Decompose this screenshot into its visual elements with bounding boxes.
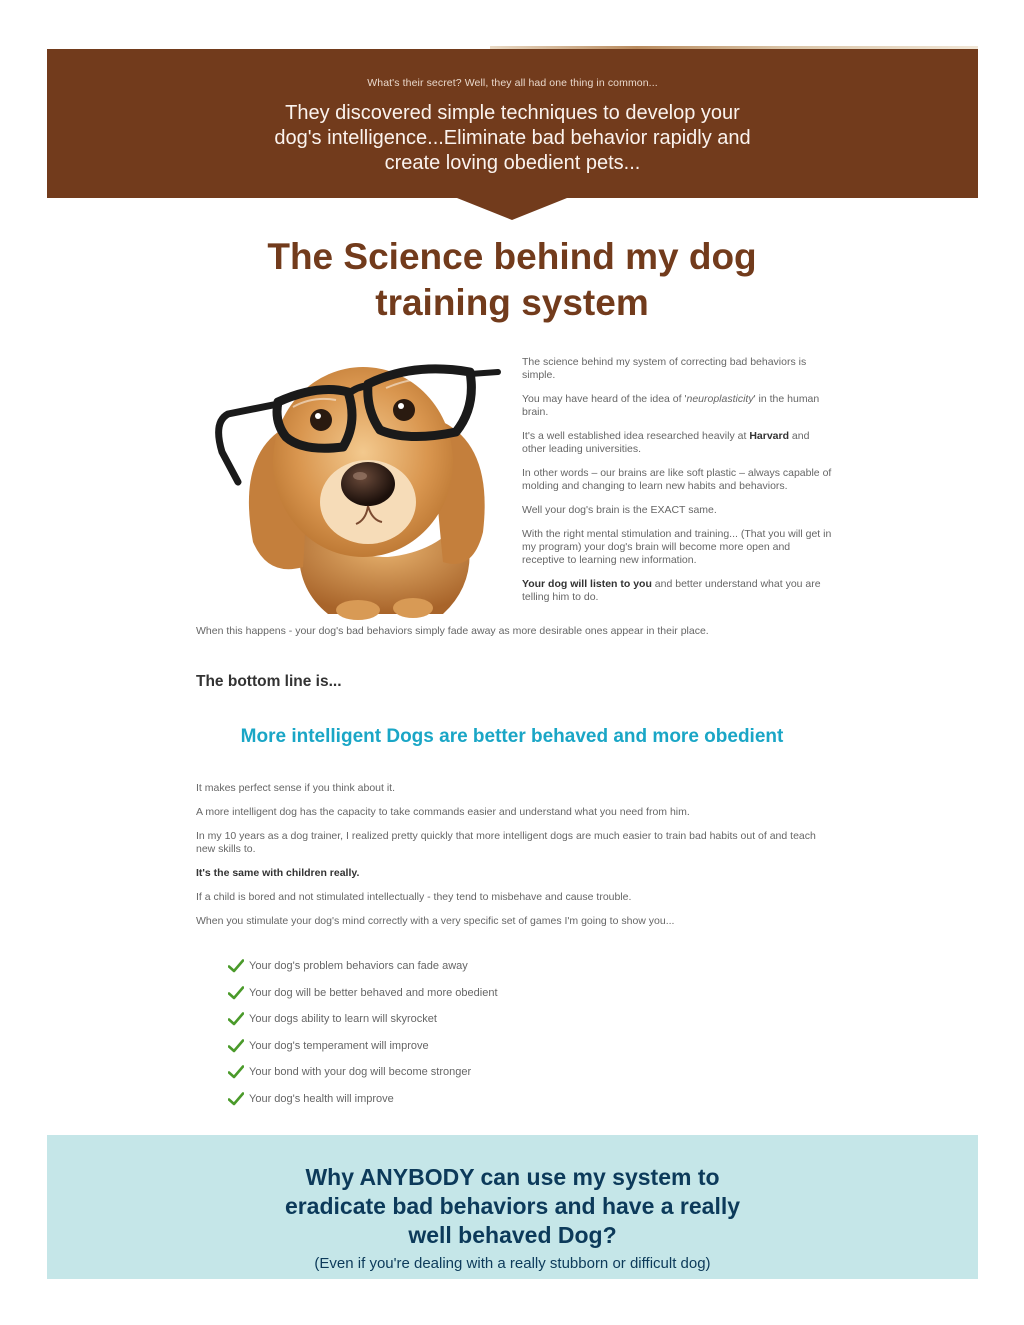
list-item-text: Your dog will be better behaved and more obedient: [249, 986, 498, 999]
list-item: [228, 958, 728, 985]
paragraph: [522, 393, 832, 419]
list-item: [228, 1091, 728, 1118]
paragraph: [522, 430, 832, 456]
paragraph: [196, 867, 836, 880]
banner-headline: [47, 101, 978, 176]
body-text: [196, 782, 836, 939]
paragraph: [522, 578, 832, 604]
banner-small-text: What's their secret? Well, they all had one thing in common...: [367, 77, 658, 89]
check-icon: [228, 986, 244, 1000]
paragraph-fade-away: When this happens - your dog's bad behaviors simply fade away as more desirable ones appear in their place.: [196, 625, 709, 637]
panel-subtitle: (Even if you're dealing with a really stubborn or difficult dog): [314, 1255, 711, 1272]
panel-heading-line: eradicate bad behaviors and have a really: [284, 1193, 741, 1219]
panel-heading-line: Why ANYBODY can use my system to: [305, 1164, 720, 1190]
page-title: [150, 234, 874, 326]
page-title-line: The Science behind my dog: [267, 236, 757, 277]
panel-heading-line: well behaved Dog?: [408, 1222, 617, 1248]
emphasis-neuroplasticity: neuroplasticity: [686, 393, 754, 405]
text: It's a well established idea researched heavily at: [522, 430, 750, 442]
paragraph: A more intelligent dog has the capacity to take commands easier and understand what you need from him.: [196, 806, 690, 818]
text: and other leading universities.: [522, 430, 810, 455]
banner-headline-line: They discovered simple techniques to develop your: [285, 102, 740, 124]
paragraph: Well your dog's brain is the EXACT same.: [522, 504, 717, 516]
list-item: [228, 1011, 728, 1038]
paragraph: It makes perfect sense if you think about it.: [196, 782, 396, 794]
text: ' in the human brain.: [522, 393, 820, 418]
check-icon: [228, 1092, 244, 1106]
banner-headline-line: dog's intelligence...Eliminate bad behavior rapidly and: [274, 127, 751, 149]
science-explanation: [522, 356, 832, 615]
top-banner: [47, 49, 978, 198]
list-item-text: Your dog's problem behaviors can fade away: [249, 960, 468, 972]
list-item: [228, 985, 728, 1012]
page-title-line: training system: [375, 282, 649, 323]
paragraph: The science behind my system of correcting bad behaviors is simple.: [522, 356, 807, 381]
text: You may have heard of the idea of ': [522, 393, 687, 405]
paragraph: If a child is bored and not stimulated intellectually - they tend to misbehave and cause trouble.: [196, 891, 632, 903]
panel-heading: [47, 1163, 978, 1250]
banner-arrow: [457, 198, 567, 220]
paragraph: In other words – our brains are like soft plastic – always capable of molding and changing to learn new habits and behaviors.: [522, 467, 832, 492]
check-icon: [228, 1065, 244, 1079]
list-item-text: Your bond with your dog will become stronger: [249, 1066, 472, 1078]
banner-headline-line: create loving obedient pets...: [384, 152, 641, 174]
bottom-line-heading: The bottom line is...: [196, 673, 342, 690]
list-item-text: Your dogs ability to learn will skyrocket: [249, 1013, 437, 1025]
list-item: [228, 1038, 728, 1065]
check-icon: [228, 1012, 244, 1026]
list-item: [228, 1064, 728, 1091]
dog-with-glasses-image: [208, 352, 508, 622]
text: and better understand what you are telling him to do.: [522, 578, 821, 603]
intelligent-dogs-heading: More intelligent Dogs are better behaved and more obedient: [240, 726, 784, 747]
benefits-checklist: [228, 958, 728, 1117]
bold-harvard: Harvard: [749, 430, 790, 442]
paragraph: In my 10 years as a dog trainer, I realized pretty quickly that more intelligent dogs are much easier to train bad habits out of and teach new skills to.: [196, 830, 816, 855]
check-icon: [228, 1039, 244, 1053]
list-item-text: Your dog's temperament will improve: [249, 1039, 429, 1052]
paragraph: With the right mental stimulation and training... (That you will get in my program) your dog's brain will become more open and receptive to learning new information.: [522, 528, 832, 566]
list-item-text: Your dog's health will improve: [249, 1092, 394, 1105]
bold-children: It's the same with children really.: [196, 867, 360, 879]
bold-listen: Your dog will listen to you: [522, 578, 652, 590]
why-anybody-panel: [47, 1135, 978, 1279]
check-icon: [228, 959, 244, 973]
paragraph: When you stimulate your dog's mind correctly with a very specific set of games I'm going to show you...: [196, 915, 675, 927]
